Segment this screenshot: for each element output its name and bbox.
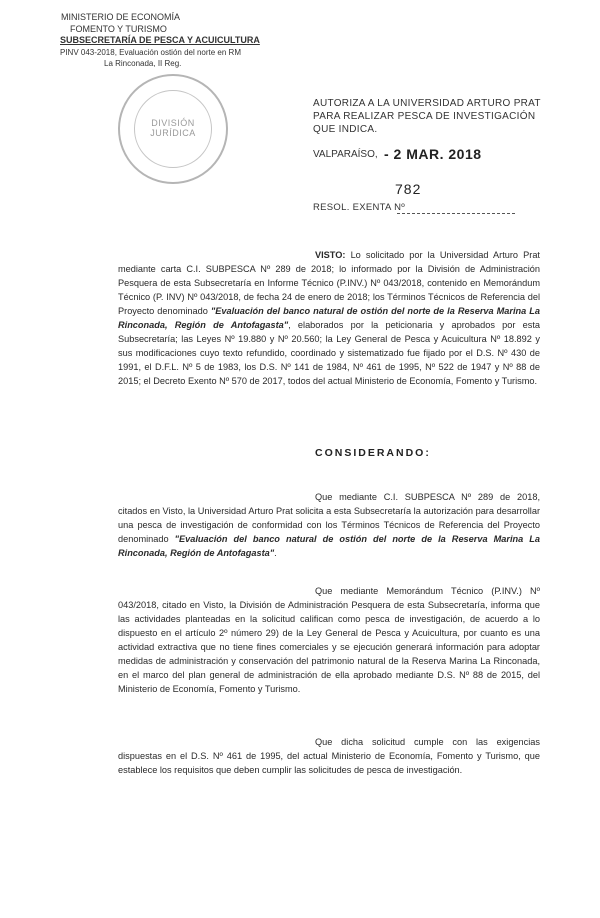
place-label: VALPARAÍSO, bbox=[313, 149, 378, 160]
visto-label: VISTO: bbox=[315, 250, 346, 260]
seal-line-1: DIVISIÓN bbox=[151, 118, 195, 128]
considerando-heading: CONSIDERANDO: bbox=[315, 447, 431, 459]
considerando-1-end: . bbox=[274, 548, 277, 558]
visto-project-title: "Evaluación del banco natural de ostión del norte de la Reserva Marina La Rinconada, Región de Antofagasta" bbox=[118, 306, 540, 330]
division-seal-stamp bbox=[118, 74, 228, 184]
considerando-3-text: Que dicha solicitud cumple con las exigencias dispuestas en el D.S. Nº 461 de 1995, del actual Ministerio de Economía, Fomento y Turismo, que establece los requisitos que deben cumplir las solicitudes de pesca de investigación. bbox=[118, 737, 540, 775]
resolution-underline bbox=[397, 213, 515, 214]
visto-paragraph bbox=[118, 248, 540, 388]
considerando-1-text: Que mediante C.I. SUBPESCA Nº 289 de 2018, citados en Visto, la Universidad Arturo Prat solicita a esta Subsecretaría la autorización para desarrollar una pesca de investigación de conformidad con los Términos Técnicos de Referencia del Proyecto denominado bbox=[118, 492, 540, 544]
resolution-label: RESOL. EXENTA Nº bbox=[313, 202, 406, 213]
seal-line-2: JURÍDICA bbox=[150, 128, 196, 138]
ministry-subname: FOMENTO Y TURISMO bbox=[70, 23, 167, 34]
file-location: La Rinconada, II Reg. bbox=[104, 59, 182, 68]
considerando-paragraph-3 bbox=[118, 735, 540, 777]
letterhead bbox=[60, 12, 260, 70]
file-reference: PINV 043-2018, Evaluación ostión del norte en RM bbox=[60, 47, 241, 57]
considerando-1-project-title: "Evaluación del banco natural de ostión del norte de la Reserva Marina La Rinconada, Región de Antofagasta" bbox=[118, 534, 540, 558]
considerando-paragraph-1 bbox=[118, 490, 540, 560]
document-reference: AUTORIZA A LA UNIVERSIDAD ARTURO PRAT PARA REALIZAR PESCA DE INVESTIGACIÓN QUE INDICA. bbox=[313, 98, 541, 135]
date-stamp: - 2 MAR. 2018 bbox=[384, 146, 482, 162]
visto-text-2: , elaborados por la peticionaria y aprobados por esta Subsecretaría; las Leyes Nº 19.880 y Nº 20.560; la Ley General de Pesca y Acuicultura Nº 18.892 y sus modificaciones cuyo texto refundido, coordinado y sistematizado fue fijado por el D.S. Nº 430 de 1991, el D.F.L. Nº 5 de 1983, los D.S. Nº 141 de 1984, Nº 461 de 1995, Nº 522 de 1947 y Nº 88 de 2015; el Decreto Exento Nº 570 de 2017, todos del actual Ministerio de Economía, Fomento y Turismo. bbox=[118, 320, 540, 386]
resolution-number: 782 bbox=[395, 181, 422, 197]
considerando-paragraph-2 bbox=[118, 584, 540, 696]
ministry-name: MINISTERIO DE ECONOMÍA bbox=[61, 12, 181, 22]
subsecretaria-name: SUBSECRETARÍA DE PESCA Y ACUICULTURA bbox=[60, 35, 260, 45]
considerando-2-text: Que mediante Memorándum Técnico (P.INV.) Nº 043/2018, citado en Visto, la División de Administración Pesquera de esta Subsecretaría, informa que las actividades planteadas en la solicitud califican como pesca de investigación, de acuerdo a lo dispuesto en el artículo 2º número 29) de la Ley General de Pesca y Acuicultura, por cuanto es una actividad extractiva que no tiene fines comerciales y se ejecución generará información para adoptar medidas de administración y conservación del patrimonio natural de la Reserva Marina La Rinconada, en el marco del plan general de administración de ella aprobado mediante D.S. Nº 88 de 2015, del Ministerio de Economía, Fomento y Turismo. bbox=[118, 586, 540, 694]
visto-text-1: Lo solicitado por la Universidad Arturo Prat mediante carta C.I. SUBPESCA Nº 289 de 2018; lo informado por la División de Administración Pesquera de esta Subsecretaría en Informe Técnico (P.INV.) Nº 043/2018, contenido en Memorándum Técnico (P. INV) Nº 043/2018, de fecha 24 de enero de 2018; los Términos Técnicos de Referencia del Proyecto denominado bbox=[118, 250, 540, 316]
